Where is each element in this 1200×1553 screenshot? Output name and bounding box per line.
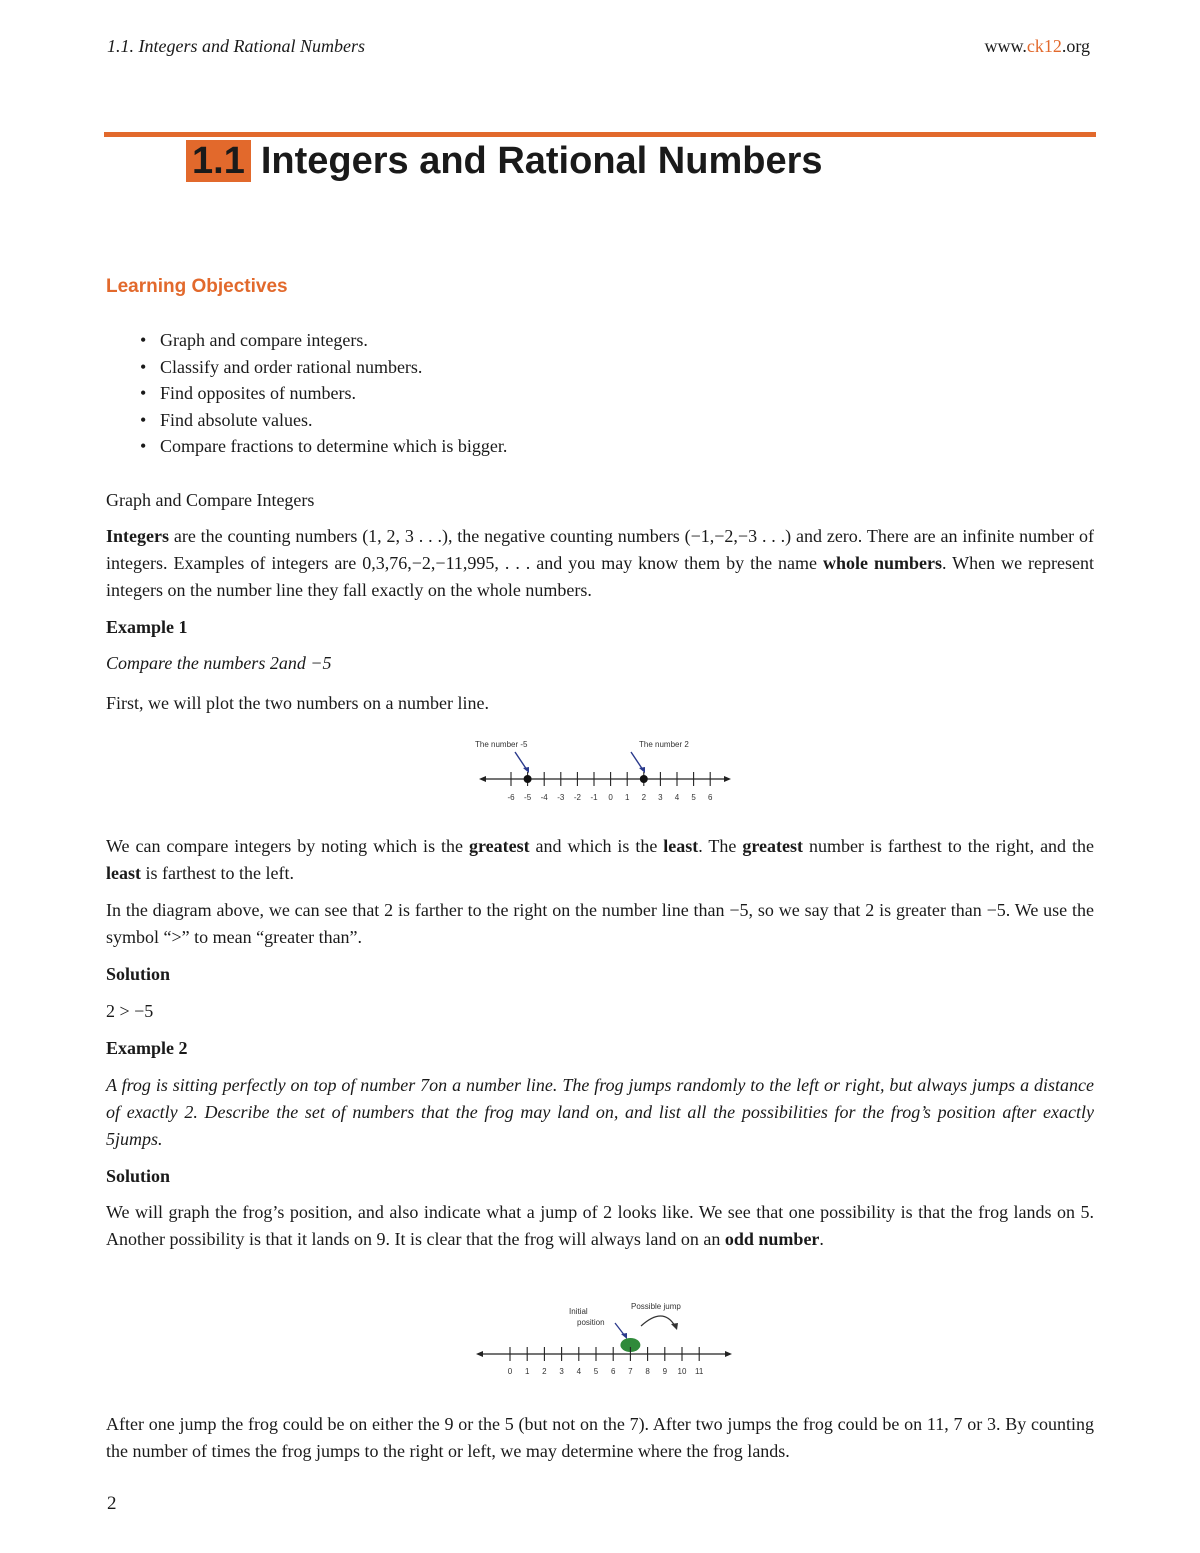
tick-label: 4	[674, 793, 680, 802]
tick-label: 11	[695, 1367, 704, 1376]
arrowhead-initial	[621, 1333, 627, 1339]
figure-label-position: position	[577, 1318, 605, 1327]
solution-2	[106, 1199, 1094, 1253]
running-header-title: 1.1. Integers and Rational Numbers	[107, 36, 365, 56]
objectives-list	[140, 327, 507, 460]
url-suffix: .org	[1061, 36, 1090, 56]
term-least: least	[106, 863, 141, 883]
text: We can compare integers by noting which is the	[106, 836, 469, 856]
example-2-prompt: A frog is sitting perfectly on top of number 7on a number line. The frog jumps randomly to the left or right, but always jumps a distance of exactly 2. Describe the set of numbers that the frog may land on, and list all the possibilities for the frog’s position after exactly 5jumps.	[106, 1075, 1094, 1149]
tick-label: -1	[590, 793, 598, 802]
example-1-step: First, we will plot the two numbers on a number line.	[106, 693, 489, 713]
subheading: Graph and Compare Integers	[106, 490, 315, 510]
text: number is farthest to the right, and the	[803, 836, 1094, 856]
jump-arc	[641, 1316, 675, 1326]
intro-text: are the counting numbers (1, 2, 3 . . .), the negative counting numbers (−1,−2,−3 . . .) and zero. There are an infinite number of integers. Examples of integers are 0,3,76,−2,−11,995, . . . and you may know them by the name	[106, 526, 1094, 573]
intro-paragraph	[106, 523, 1094, 604]
solution-1-label	[106, 961, 1094, 988]
after-paragraph: After one jump the frog could be on either the 9 or the 5 (but not on the 7). After two jumps the frog could be on 11, 7 or 3. By counting the number of times the frog jumps to the right or left, we may determine where the frog lands.	[106, 1414, 1094, 1461]
tick-label: 6	[707, 793, 713, 802]
compare-paragraph	[106, 833, 1094, 887]
tick-label: -5	[524, 793, 532, 802]
tick-label: 9	[662, 1367, 668, 1376]
term-integers: Integers	[106, 526, 169, 546]
chapter-rule	[104, 132, 1096, 137]
tick-label: 4	[576, 1367, 582, 1376]
tick-label: 5	[593, 1367, 599, 1376]
url-prefix: www.	[984, 36, 1027, 56]
tick-label: 2	[542, 1367, 547, 1376]
chapter-number: 1.1	[186, 140, 251, 182]
figure-label-left: The number -5	[475, 740, 528, 749]
figure-label-jump: Possible jump	[631, 1302, 681, 1311]
term-greatest: greatest	[468, 836, 530, 856]
term-greatest: greatest	[742, 836, 803, 856]
tick-label: 10	[677, 1367, 687, 1376]
example-2-label	[106, 1035, 1094, 1062]
url-brand: ck12	[1026, 36, 1062, 56]
tick-label: 5	[691, 793, 696, 802]
tick-label: 3	[559, 1367, 564, 1376]
list-item: • Compare fractions to determine which is bigger.	[140, 433, 507, 460]
solution-label: Solution	[106, 1166, 171, 1186]
tick-label: 2	[641, 793, 647, 802]
text: We will graph the frog’s position, and also indicate what a jump of 2 looks like. We see that one possibility is that the frog lands on 5. Another possibility is that it lands on 9. It is clear that the frog will always land on an	[106, 1202, 1094, 1249]
arrow-right	[631, 752, 643, 770]
learning-objectives-heading: Learning Objectives	[106, 276, 288, 297]
diagram-paragraph: In the diagram above, we can see that 2 is farther to the right on the number line than −5, so we say that 2 is greater than −5. We use the symbol “>” to mean “greater than”.	[106, 900, 1094, 947]
page-number: 2	[107, 1493, 117, 1514]
figure-label-right: The number 2	[639, 740, 689, 749]
plotted-point	[640, 775, 648, 783]
tick-label: 3	[658, 793, 663, 802]
solution-label: Solution	[106, 964, 171, 984]
list-item: • Find absolute values.	[140, 407, 507, 434]
chapter-heading	[186, 140, 823, 182]
tick-label: 0	[608, 793, 613, 802]
list-item: • Classify and order rational numbers.	[140, 354, 507, 381]
example-label: Example 1	[106, 617, 188, 637]
tick-label: 1	[624, 793, 630, 802]
intro-text-end: . When we represent integers on the number line they fall exactly on the whole numbers.	[106, 553, 1095, 600]
tick-label: 0	[507, 1367, 513, 1376]
arrow-left	[515, 752, 527, 770]
text: and which is the	[529, 836, 664, 856]
tick-label: 7	[628, 1367, 633, 1376]
tick-label: -6	[507, 793, 515, 802]
term-odd-number: odd number	[724, 1229, 820, 1249]
tick-label: 1	[524, 1367, 530, 1376]
chapter-title: Integers and Rational Numbers	[260, 139, 823, 182]
text: . The	[698, 836, 743, 856]
tick-label: 6	[610, 1367, 616, 1376]
example-label: Example 2	[106, 1038, 188, 1058]
tick-label: -3	[557, 793, 565, 802]
jump-arrowhead	[671, 1323, 678, 1330]
tick-label: -2	[573, 793, 581, 802]
axis-arrow-right	[725, 1351, 732, 1357]
text: .	[819, 1229, 824, 1249]
example-1-label	[106, 614, 1094, 641]
axis-arrow-right	[724, 776, 731, 782]
solution-1: 2 > −5	[106, 1001, 154, 1021]
example-1-prompt: Compare the numbers 2and −5	[106, 653, 332, 673]
list-item: • Graph and compare integers.	[140, 327, 507, 354]
plotted-point	[524, 775, 532, 783]
axis-arrow-left	[479, 776, 486, 782]
running-header-url[interactable]	[985, 36, 1091, 57]
figure-label-initial: Initial	[569, 1307, 588, 1316]
term-whole-numbers: whole numbers	[823, 553, 942, 573]
term-least: least	[663, 836, 699, 856]
tick-label: 8	[645, 1367, 650, 1376]
text: is farthest to the left.	[141, 863, 294, 883]
solution-2-label	[106, 1163, 1094, 1190]
number-line-figure-1	[475, 736, 735, 806]
axis-arrow-left	[476, 1351, 483, 1357]
tick-label: -4	[540, 793, 548, 802]
number-line-figure-2	[473, 1296, 735, 1382]
list-item: • Find opposites of numbers.	[140, 380, 507, 407]
